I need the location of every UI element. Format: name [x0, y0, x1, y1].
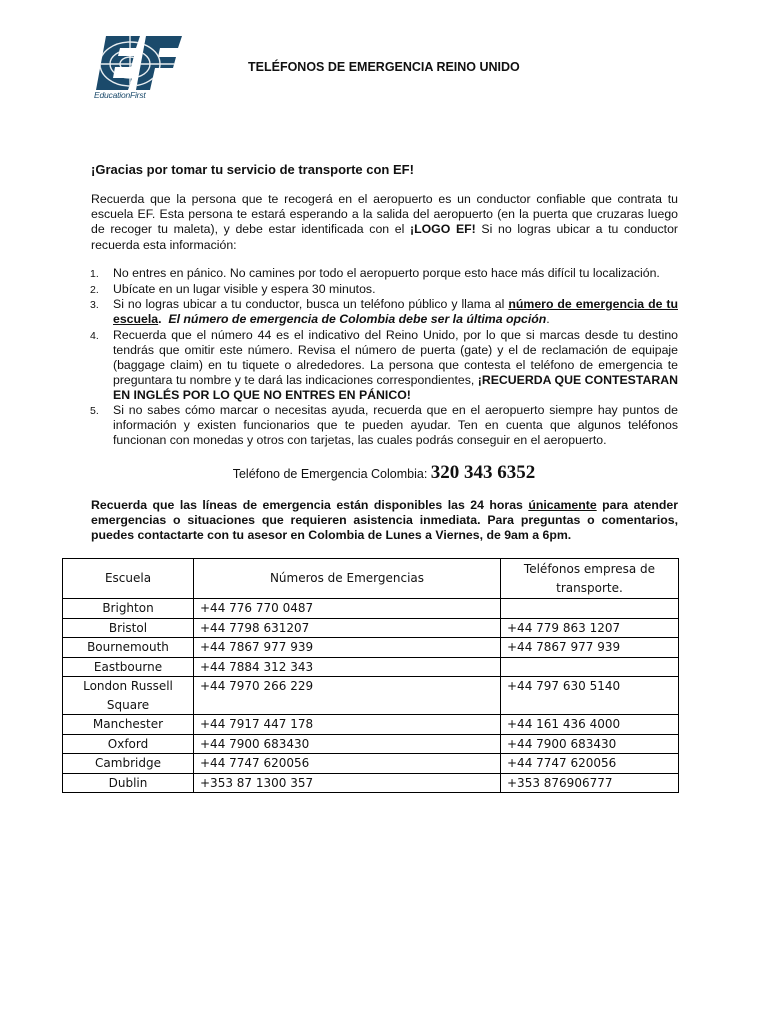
list-bold-warning: ¡RECUERDA QUE CONTESTARAN EN INGLÉS POR LO QUE NO ENTRES EN PÁNICO!	[113, 372, 678, 402]
school-cell: Manchester	[63, 715, 194, 735]
intro-paragraph	[91, 192, 678, 253]
list-number: 2.	[90, 283, 99, 296]
list-item	[90, 297, 678, 327]
transport-number-cell: +44 779 863 1207	[501, 618, 679, 638]
emergency-number-cell: +44 7900 683430	[194, 734, 501, 754]
list-number: 3.	[90, 299, 99, 311]
intro-tail: Si no logras ubicar a tu conductor recuerda esta información:	[91, 222, 679, 252]
header-school: Escuela	[63, 559, 194, 599]
transport-number-cell: +44 797 630 5140	[501, 677, 679, 715]
school-cell: Eastbourne	[63, 657, 194, 677]
availability-notice	[91, 498, 678, 544]
emergency-number-cell: +44 7970 266 229	[194, 677, 501, 715]
ef-logo	[92, 36, 188, 102]
notice-pre: Recuerda que las líneas de emergencia están disponibles las 24 horas	[91, 498, 529, 512]
table-header-row	[63, 559, 679, 599]
list-bold-period: .	[158, 312, 162, 326]
table-row	[63, 618, 679, 638]
emergency-number-cell: +44 7867 977 939	[194, 638, 501, 658]
table-row	[63, 657, 679, 677]
emergency-number-cell: +44 7798 631207	[194, 618, 501, 638]
table-row	[63, 599, 679, 619]
list-text: No entres en pánico. No camines por todo el aeropuerto porque esto hace más difícil tu localización.	[113, 266, 660, 280]
table-row	[63, 677, 679, 715]
intro-text: Recuerda que la persona que te recogerá en el aeropuerto es un conductor confiable que contrata tu escuela EF. Esta persona te estará esperando a la salida del aeropuerto (en la puerta que cruzaras luego de recoger tu maleta), y debe estar identificada con el	[91, 192, 678, 237]
list-number: 5.	[90, 405, 99, 417]
emergency-number-cell: +44 7884 312 343	[194, 657, 501, 677]
list-emergency-link-text: número de emergencia de tu escuela	[113, 297, 678, 326]
school-cell: Dublin	[63, 773, 194, 793]
emergency-phones-table	[62, 558, 679, 793]
school-cell: Bristol	[63, 618, 194, 638]
emergency-number-cell: +44 776 770 0487	[194, 599, 501, 619]
table-row	[63, 754, 679, 774]
transport-number-cell: +44 7900 683430	[501, 734, 679, 754]
header-transport-phones: Teléfonos empresa de transporte.	[501, 559, 679, 599]
table-row	[63, 638, 679, 658]
list-text: Recuerda que el número 44 es el indicativo del Reino Unido, por lo que si marcas desde tu destino tendrás que omitir este número. Revisa el número de puerta (gate) y el de reclamación de equipaje (baggage claim) en tu tiquete o alrededores. La persona que contesta el teléfono de emergencia te preguntara tu nombre y te dará las indicaciones correspondientes,	[113, 327, 678, 387]
list-item	[90, 328, 678, 403]
list-number: 4.	[90, 329, 99, 342]
ef-logo-icon	[96, 36, 182, 90]
emergency-number: 320 343 6352	[430, 462, 536, 483]
colombia-emergency-line	[0, 462, 768, 484]
instructions-list	[90, 266, 678, 449]
transport-number-cell: +44 7867 977 939	[501, 638, 679, 658]
list-end: .	[546, 312, 550, 326]
greeting-heading: ¡Gracias por tomar tu servicio de transporte con EF!	[91, 162, 414, 177]
list-item	[90, 403, 678, 448]
list-item	[90, 266, 678, 281]
transport-number-cell	[501, 657, 679, 677]
transport-number-cell: +353 876906777	[501, 773, 679, 793]
emergency-number-cell: +353 87 1300 357	[194, 773, 501, 793]
list-text: Si no logras ubicar a tu conductor, busca un teléfono público y llama al	[113, 297, 509, 311]
school-cell: London Russell Square	[63, 677, 194, 715]
list-number: 1.	[90, 268, 99, 280]
list-text: Ubícate en un lugar visible y espera 30 minutos.	[113, 281, 376, 296]
intro-logo-bold: ¡LOGO EF!	[410, 222, 476, 237]
page-title: TELÉFONOS DE EMERGENCIA REINO UNIDO	[248, 60, 520, 74]
school-cell: Bournemouth	[63, 638, 194, 658]
list-text: Si no sabes cómo marcar o necesitas ayuda, recuerda que en el aeropuerto siempre hay puntos de información y existen funcionarios que te pueden ayudar. Ten en cuenta que algunos teléfonos funcionan con monedas y otros con tarjetas, las cuales podrás conseguir en el aeropuerto.	[113, 403, 678, 447]
school-cell: Brighton	[63, 599, 194, 619]
header-emergency-numbers: Números de Emergencias	[194, 559, 501, 599]
transport-number-cell	[501, 599, 679, 619]
notice-underline: únicamente	[528, 498, 597, 512]
list-bold-italic: El número de emergencia de Colombia debe ser la última opción	[168, 312, 547, 326]
logo-caption: EducationFirst	[94, 90, 146, 100]
school-cell: Oxford	[63, 734, 194, 754]
emergency-label: Teléfono de Emergencia Colombia:	[232, 467, 431, 481]
school-cell: Cambridge	[63, 754, 194, 774]
emergency-number-cell: +44 7917 447 178	[194, 715, 501, 735]
emergency-number-cell: +44 7747 620056	[194, 754, 501, 774]
transport-number-cell: +44 7747 620056	[501, 754, 679, 774]
table-row	[63, 773, 679, 793]
list-item	[90, 282, 678, 297]
table-row	[63, 715, 679, 735]
transport-number-cell: +44 161 436 4000	[501, 715, 679, 735]
table-row	[63, 734, 679, 754]
notice-post: para atender emergencias o situaciones que requieren asistencia inmediata. Para preguntas o comentarios, puedes contactarte con tu asesor en Colombia de Lunes a Viernes, de 9am a 6pm.	[91, 498, 678, 543]
